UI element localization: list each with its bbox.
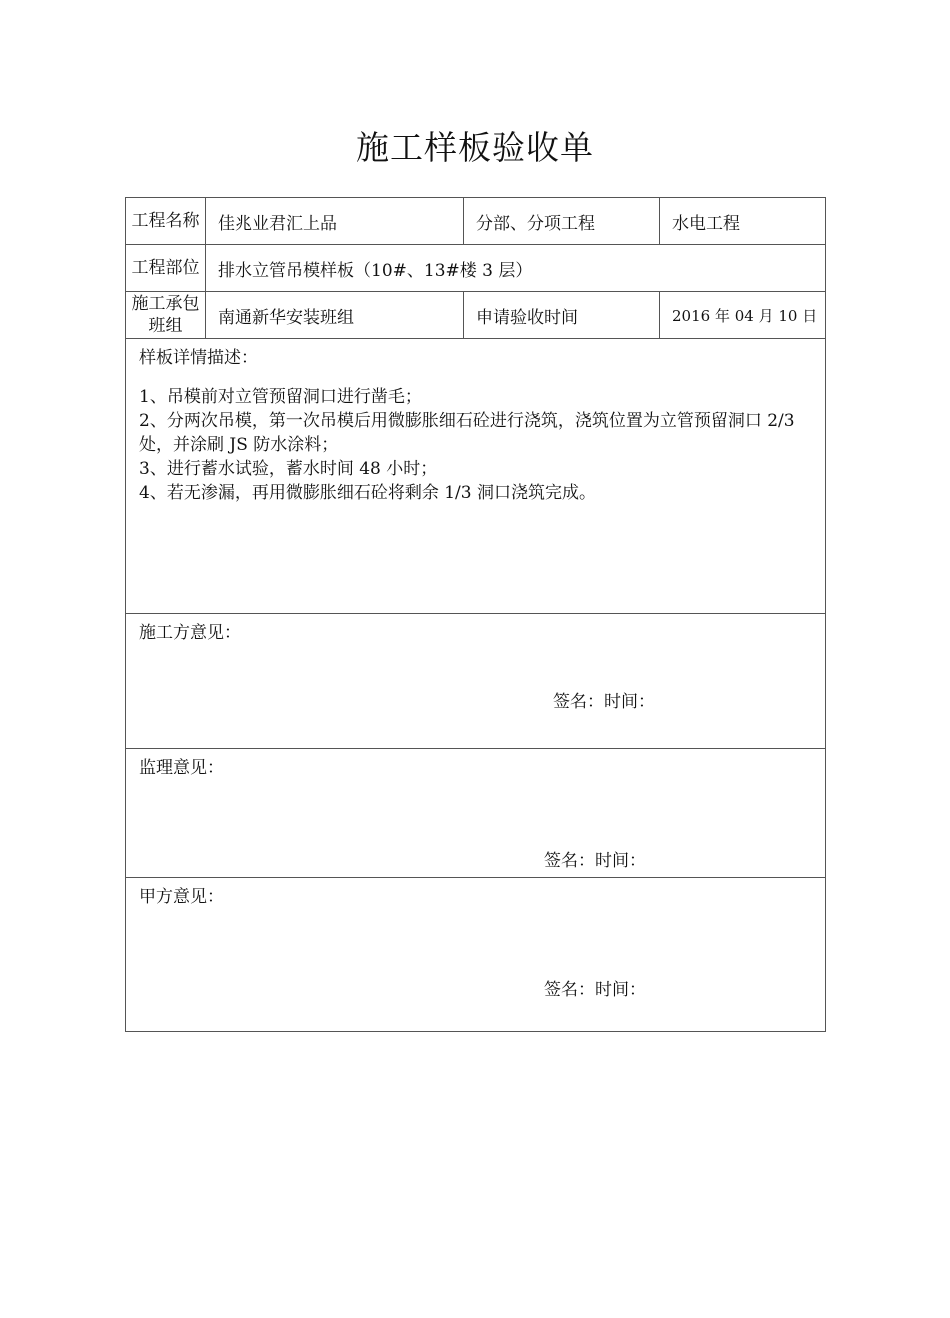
description-item: 3、进行蓄水试验，蓄水时间 48 小时； xyxy=(139,459,438,479)
acceptance-form-table xyxy=(125,197,826,1032)
project-name-label: 工程名称 xyxy=(126,198,206,245)
description-list xyxy=(139,385,811,505)
apply-time-value: 2016 年 04 月 10 日 xyxy=(660,292,826,339)
supervision-opinion-row xyxy=(126,749,826,878)
page-title: 施工样板验收单 xyxy=(356,128,594,167)
owner-opinion-row xyxy=(126,878,826,1032)
construction-opinion-row xyxy=(126,614,826,749)
supervision-opinion-cell xyxy=(126,749,826,878)
construction-opinion-cell xyxy=(126,614,826,749)
description-row xyxy=(126,339,826,614)
owner-opinion-heading: 甲方意见： xyxy=(139,887,224,907)
contractor-row xyxy=(126,292,826,339)
construction-opinion-heading: 施工方意见： xyxy=(139,623,241,643)
description-heading: 样板详情描述： xyxy=(139,348,258,368)
location-row xyxy=(126,245,826,292)
owner-opinion-cell xyxy=(126,878,826,1032)
apply-time-label: 申请验收时间 xyxy=(464,292,660,339)
description-item: 4、若无渗漏，再用微膨胀细石砼将剩余 1/3 洞口浇筑完成。 xyxy=(139,483,596,503)
description-item: 2、分两次吊模，第一次吊模后用微膨胀细石砼进行浇筑，浇筑位置为立管预留洞口 2/3 处，并涂刷 JS 防水涂料； xyxy=(139,411,795,455)
contractor-label: 施工承包班组 xyxy=(126,292,206,339)
project-name-value: 佳兆业君汇上品 xyxy=(206,198,464,245)
owner-signature-line: 签名：时间： xyxy=(544,980,646,1000)
sub-project-value: 水电工程 xyxy=(660,198,826,245)
location-value: 排水立管吊模样板（10#、13#楼 3 层） xyxy=(206,245,826,292)
location-label: 工程部位 xyxy=(126,245,206,292)
description-item: 1、吊模前对立管预留洞口进行凿毛； xyxy=(139,387,422,407)
description-cell xyxy=(126,339,826,614)
sub-project-label: 分部、分项工程 xyxy=(464,198,660,245)
contractor-value: 南通新华安装班组 xyxy=(206,292,464,339)
construction-signature-line: 签名：时间： xyxy=(553,692,655,712)
project-name-row xyxy=(126,198,826,245)
supervision-signature-line: 签名：时间： xyxy=(544,851,646,871)
supervision-opinion-heading: 监理意见： xyxy=(139,758,224,778)
